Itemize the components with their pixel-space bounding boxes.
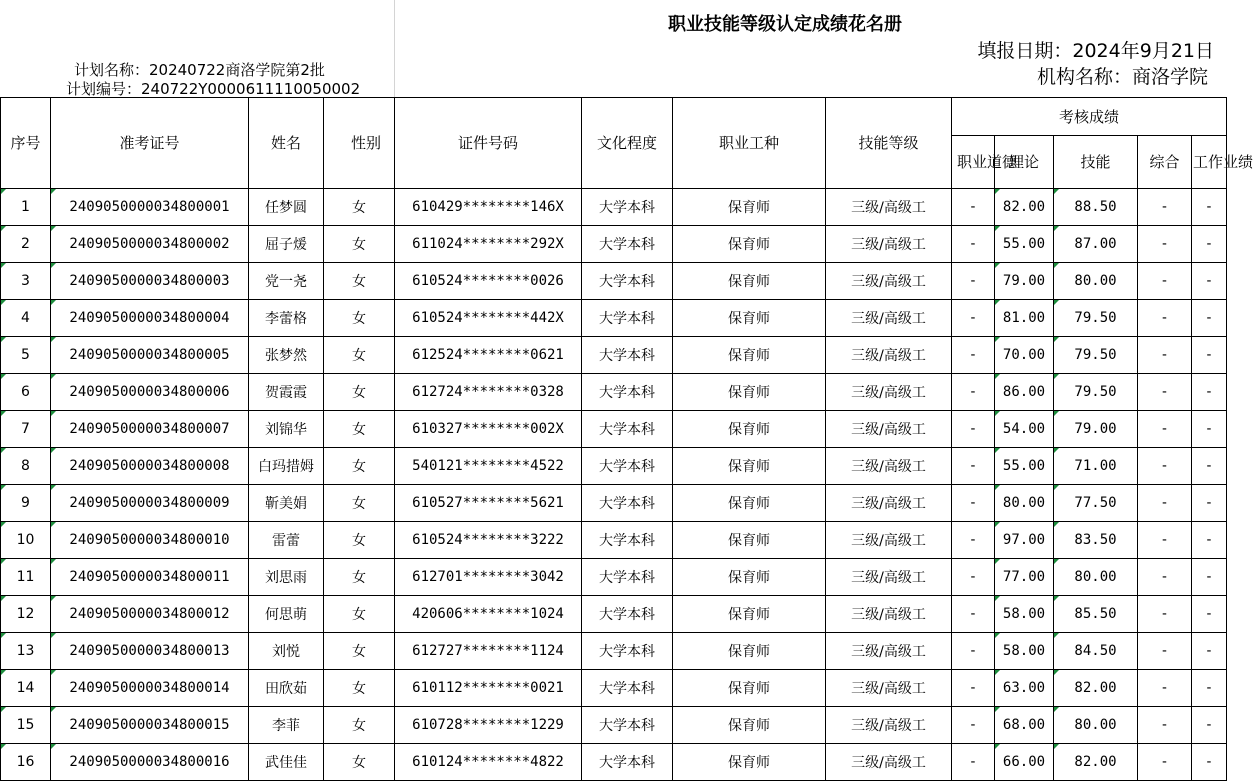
cell-level[interactable]: 三级/高级工 xyxy=(826,670,952,707)
cell-skill[interactable]: 80.00 xyxy=(1054,263,1138,300)
cell-occupation[interactable]: 保育师 xyxy=(673,411,826,448)
cell-id-no[interactable]: 610429********146X xyxy=(395,189,582,226)
cell-ticket[interactable]: 2409050000034800004 xyxy=(51,300,249,337)
cell-skill[interactable]: 82.00 xyxy=(1054,744,1138,781)
cell-education[interactable]: 大学本科 xyxy=(582,485,673,522)
cell-name[interactable]: 刘锦华 xyxy=(249,411,324,448)
cell-gender[interactable]: 女 xyxy=(324,337,395,374)
cell-seq[interactable]: 13 xyxy=(1,633,51,670)
cell-seq[interactable]: 7 xyxy=(1,411,51,448)
cell-id-no[interactable]: 610524********0026 xyxy=(395,263,582,300)
col-header-comprehensive[interactable]: 综合 xyxy=(1138,136,1192,189)
table-row xyxy=(1,596,1227,633)
cell-comprehensive[interactable]: - xyxy=(1138,485,1192,522)
cell-gender[interactable]: 女 xyxy=(324,485,395,522)
col-header-seq[interactable]: 序号 xyxy=(1,98,51,189)
cell-theory[interactable]: 68.00 xyxy=(995,707,1054,744)
cell-theory[interactable]: 66.00 xyxy=(995,744,1054,781)
cell-education[interactable]: 大学本科 xyxy=(582,448,673,485)
cell-comprehensive[interactable]: - xyxy=(1138,559,1192,596)
cell-skill[interactable]: 79.00 xyxy=(1054,411,1138,448)
cell-id-no[interactable]: 612727********1124 xyxy=(395,633,582,670)
cell-theory[interactable]: 70.00 xyxy=(995,337,1054,374)
cell-work-result[interactable]: - xyxy=(1192,707,1227,744)
cell-occupation[interactable]: 保育师 xyxy=(673,189,826,226)
cell-id-no[interactable]: 610124********4822 xyxy=(395,744,582,781)
cell-ethics[interactable]: - xyxy=(952,670,995,707)
cell-seq[interactable]: 4 xyxy=(1,300,51,337)
cell-ethics[interactable]: - xyxy=(952,596,995,633)
cell-id-no[interactable]: 610524********3222 xyxy=(395,522,582,559)
col-header-theory[interactable]: 理论 xyxy=(995,136,1054,189)
cell-work-result[interactable]: - xyxy=(1192,189,1227,226)
cell-name[interactable]: 屈子煖 xyxy=(249,226,324,263)
cell-ticket[interactable]: 2409050000034800005 xyxy=(51,337,249,374)
cell-id-no[interactable]: 610728********1229 xyxy=(395,707,582,744)
cell-ticket[interactable]: 2409050000034800010 xyxy=(51,522,249,559)
cell-name[interactable]: 李蕾格 xyxy=(249,300,324,337)
col-header-ethics-text: 职业道德 xyxy=(957,153,1018,171)
cell-ticket[interactable]: 2409050000034800015 xyxy=(51,707,249,744)
cell-name[interactable]: 刘思雨 xyxy=(249,559,324,596)
cell-level[interactable]: 三级/高级工 xyxy=(826,337,952,374)
cell-id-no[interactable]: 610112********0021 xyxy=(395,670,582,707)
cell-education[interactable]: 大学本科 xyxy=(582,374,673,411)
cell-education[interactable]: 大学本科 xyxy=(582,707,673,744)
table-row xyxy=(1,263,1227,300)
cell-ethics[interactable]: - xyxy=(952,337,995,374)
cell-seq[interactable]: 6 xyxy=(1,374,51,411)
cell-ethics[interactable]: - xyxy=(952,263,995,300)
cell-level[interactable]: 三级/高级工 xyxy=(826,189,952,226)
cell-level[interactable]: 三级/高级工 xyxy=(826,744,952,781)
cell-education[interactable]: 大学本科 xyxy=(582,300,673,337)
cell-ethics[interactable]: - xyxy=(952,707,995,744)
table-row xyxy=(1,337,1227,374)
cell-theory[interactable]: 82.00 xyxy=(995,189,1054,226)
cell-gender[interactable]: 女 xyxy=(324,670,395,707)
cell-ticket[interactable]: 2409050000034800002 xyxy=(51,226,249,263)
col-header-education[interactable]: 文化程度 xyxy=(582,98,673,189)
cell-education[interactable]: 大学本科 xyxy=(582,226,673,263)
cell-skill[interactable]: 77.50 xyxy=(1054,485,1138,522)
cell-occupation[interactable]: 保育师 xyxy=(673,633,826,670)
cell-gender[interactable]: 女 xyxy=(324,263,395,300)
organization-name[interactable]: 机构名称：商洛学院 xyxy=(1036,66,1208,88)
cell-comprehensive[interactable]: - xyxy=(1138,670,1192,707)
cell-id-no[interactable]: 610527********5621 xyxy=(395,485,582,522)
cell-seq[interactable]: 5 xyxy=(1,337,51,374)
cell-work-result[interactable]: - xyxy=(1192,226,1227,263)
cell-comprehensive[interactable]: - xyxy=(1138,374,1192,411)
cell-skill[interactable]: 82.00 xyxy=(1054,670,1138,707)
cell-seq[interactable]: 3 xyxy=(1,263,51,300)
col-header-score-group[interactable]: 考核成绩 xyxy=(952,98,1227,136)
cell-comprehensive[interactable]: - xyxy=(1138,411,1192,448)
cell-comprehensive[interactable]: - xyxy=(1138,522,1192,559)
cell-gender[interactable]: 女 xyxy=(324,522,395,559)
cell-name[interactable]: 贺霞霞 xyxy=(249,374,324,411)
table-row xyxy=(1,707,1227,744)
cell-level[interactable]: 三级/高级工 xyxy=(826,596,952,633)
cell-gender[interactable]: 女 xyxy=(324,744,395,781)
cell-name[interactable]: 刘悦 xyxy=(249,633,324,670)
cell-occupation[interactable]: 保育师 xyxy=(673,226,826,263)
cell-ethics[interactable]: - xyxy=(952,189,995,226)
cell-level[interactable]: 三级/高级工 xyxy=(826,522,952,559)
cell-seq[interactable]: 11 xyxy=(1,559,51,596)
table-row xyxy=(1,448,1227,485)
cell-skill[interactable]: 84.50 xyxy=(1054,633,1138,670)
cell-gender[interactable]: 女 xyxy=(324,596,395,633)
cell-seq[interactable]: 16 xyxy=(1,744,51,781)
cell-education[interactable]: 大学本科 xyxy=(582,670,673,707)
cell-education[interactable]: 大学本科 xyxy=(582,263,673,300)
cell-id-no[interactable]: 540121********4522 xyxy=(395,448,582,485)
cell-education[interactable]: 大学本科 xyxy=(582,633,673,670)
col-header-level[interactable]: 技能等级 xyxy=(826,98,952,189)
cell-education[interactable]: 大学本科 xyxy=(582,337,673,374)
cell-level[interactable]: 三级/高级工 xyxy=(826,448,952,485)
cell-skill[interactable]: 79.50 xyxy=(1054,337,1138,374)
cell-work-result[interactable]: - xyxy=(1192,263,1227,300)
cell-occupation[interactable]: 保育师 xyxy=(673,300,826,337)
col-header-ticket[interactable]: 准考证号 xyxy=(51,98,249,189)
table-row xyxy=(1,300,1227,337)
col-header-skill[interactable]: 技能 xyxy=(1054,136,1138,189)
cell-theory[interactable]: 97.00 xyxy=(995,522,1054,559)
cell-comprehensive[interactable]: - xyxy=(1138,189,1192,226)
cell-seq[interactable]: 12 xyxy=(1,596,51,633)
cell-education[interactable]: 大学本科 xyxy=(582,522,673,559)
cell-occupation[interactable]: 保育师 xyxy=(673,337,826,374)
table-row xyxy=(1,559,1227,596)
cell-comprehensive[interactable]: - xyxy=(1138,596,1192,633)
cell-work-result[interactable]: - xyxy=(1192,670,1227,707)
cell-theory[interactable]: 86.00 xyxy=(995,374,1054,411)
col-header-work-result[interactable] xyxy=(1192,136,1253,189)
cell-level[interactable]: 三级/高级工 xyxy=(826,559,952,596)
cell-level[interactable]: 三级/高级工 xyxy=(826,374,952,411)
cell-comprehensive[interactable]: - xyxy=(1138,226,1192,263)
cell-ethics[interactable]: - xyxy=(952,374,995,411)
cell-id-no[interactable]: 420606********1024 xyxy=(395,596,582,633)
cell-theory[interactable]: 54.00 xyxy=(995,411,1054,448)
cell-id-no[interactable]: 612724********0328 xyxy=(395,374,582,411)
table-row xyxy=(1,744,1227,781)
cell-comprehensive[interactable]: - xyxy=(1138,707,1192,744)
cell-theory[interactable]: 55.00 xyxy=(995,226,1054,263)
cell-comprehensive[interactable]: - xyxy=(1138,744,1192,781)
cell-education[interactable]: 大学本科 xyxy=(582,189,673,226)
cell-gender[interactable]: 女 xyxy=(324,374,395,411)
cell-education[interactable]: 大学本科 xyxy=(582,559,673,596)
cell-level[interactable]: 三级/高级工 xyxy=(826,411,952,448)
cell-theory[interactable]: 77.00 xyxy=(995,559,1054,596)
plan-code[interactable]: 计划编号：240722Y0000611110050002 xyxy=(66,80,361,98)
cell-work-result[interactable]: - xyxy=(1192,485,1227,522)
cell-skill[interactable]: 79.50 xyxy=(1054,374,1138,411)
cell-ethics[interactable]: - xyxy=(952,300,995,337)
cell-ticket[interactable]: 2409050000034800011 xyxy=(51,559,249,596)
cell-theory[interactable]: 58.00 xyxy=(995,633,1054,670)
cell-gender[interactable]: 女 xyxy=(324,633,395,670)
cell-theory[interactable]: 79.00 xyxy=(995,263,1054,300)
cell-seq[interactable]: 1 xyxy=(1,189,51,226)
cell-gender[interactable]: 女 xyxy=(324,300,395,337)
cell-id-no[interactable]: 610524********442X xyxy=(395,300,582,337)
cell-ticket[interactable]: 2409050000034800009 xyxy=(51,485,249,522)
cell-gender[interactable]: 女 xyxy=(324,189,395,226)
cell-ticket[interactable]: 2409050000034800008 xyxy=(51,448,249,485)
cell-skill[interactable]: 71.00 xyxy=(1054,448,1138,485)
cell-work-result[interactable]: - xyxy=(1192,522,1227,559)
cell-occupation[interactable]: 保育师 xyxy=(673,522,826,559)
cell-name[interactable]: 白玛措姆 xyxy=(249,448,324,485)
cell-work-result[interactable]: - xyxy=(1192,411,1227,448)
cell-skill[interactable]: 80.00 xyxy=(1054,707,1138,744)
cell-education[interactable]: 大学本科 xyxy=(582,411,673,448)
cell-level[interactable]: 三级/高级工 xyxy=(826,633,952,670)
cell-skill[interactable]: 88.50 xyxy=(1054,189,1138,226)
cell-name[interactable]: 雷蕾 xyxy=(249,522,324,559)
score-table-body xyxy=(1,189,1227,781)
cell-occupation[interactable]: 保育师 xyxy=(673,263,826,300)
cell-ethics[interactable]: - xyxy=(952,522,995,559)
col-header-work-result-text: 工作业绩 xyxy=(1193,153,1253,171)
plan-info-block xyxy=(0,0,394,97)
cell-occupation[interactable]: 保育师 xyxy=(673,670,826,707)
cell-occupation[interactable]: 保育师 xyxy=(673,707,826,744)
cell-education[interactable]: 大学本科 xyxy=(582,596,673,633)
table-row xyxy=(1,189,1227,226)
cell-skill[interactable]: 80.00 xyxy=(1054,559,1138,596)
cell-seq[interactable]: 14 xyxy=(1,670,51,707)
cell-gender[interactable]: 女 xyxy=(324,411,395,448)
cell-comprehensive[interactable]: - xyxy=(1138,633,1192,670)
cell-ethics[interactable]: - xyxy=(952,411,995,448)
cell-work-result[interactable]: - xyxy=(1192,374,1227,411)
cell-level[interactable]: 三级/高级工 xyxy=(826,263,952,300)
cell-comprehensive[interactable]: - xyxy=(1138,448,1192,485)
cell-seq[interactable]: 2 xyxy=(1,226,51,263)
cell-gender[interactable]: 女 xyxy=(324,707,395,744)
cell-work-result[interactable]: - xyxy=(1192,633,1227,670)
cell-id-no[interactable]: 612524********0621 xyxy=(395,337,582,374)
cell-education[interactable]: 大学本科 xyxy=(582,744,673,781)
table-row xyxy=(1,374,1227,411)
cell-ethics[interactable]: - xyxy=(952,226,995,263)
cell-skill[interactable]: 79.50 xyxy=(1054,300,1138,337)
cell-skill[interactable]: 85.50 xyxy=(1054,596,1138,633)
col-header-gender[interactable] xyxy=(324,98,395,189)
col-header-gender-text: 性别 xyxy=(351,134,382,152)
cell-id-no[interactable]: 612701********3042 xyxy=(395,559,582,596)
cell-id-no[interactable]: 610327********002X xyxy=(395,411,582,448)
cell-ticket[interactable]: 2409050000034800013 xyxy=(51,633,249,670)
cell-name[interactable]: 张梦然 xyxy=(249,337,324,374)
cell-level[interactable]: 三级/高级工 xyxy=(826,300,952,337)
cell-name[interactable]: 田欣茹 xyxy=(249,670,324,707)
table-row xyxy=(1,485,1227,522)
header-row-top xyxy=(1,98,1227,136)
cell-ticket[interactable]: 2409050000034800014 xyxy=(51,670,249,707)
table-row xyxy=(1,226,1227,263)
cell-ticket[interactable]: 2409050000034800016 xyxy=(51,744,249,781)
cell-ethics[interactable]: - xyxy=(952,448,995,485)
cell-comprehensive[interactable]: - xyxy=(1138,263,1192,300)
cell-gender[interactable]: 女 xyxy=(324,559,395,596)
cell-occupation[interactable]: 保育师 xyxy=(673,485,826,522)
cell-ethics[interactable]: - xyxy=(952,633,995,670)
cell-occupation[interactable]: 保育师 xyxy=(673,559,826,596)
score-table xyxy=(0,97,1253,781)
cell-ticket[interactable]: 2409050000034800003 xyxy=(51,263,249,300)
header-divider xyxy=(394,0,395,97)
cell-theory[interactable]: 63.00 xyxy=(995,670,1054,707)
cell-name[interactable]: 任梦圆 xyxy=(249,189,324,226)
cell-ethics[interactable]: - xyxy=(952,744,995,781)
col-header-id-no[interactable]: 证件号码 xyxy=(395,98,582,189)
cell-gender[interactable]: 女 xyxy=(324,226,395,263)
cell-name[interactable]: 靳美娟 xyxy=(249,485,324,522)
cell-gender[interactable]: 女 xyxy=(324,448,395,485)
cell-occupation[interactable]: 保育师 xyxy=(673,374,826,411)
table-row xyxy=(1,670,1227,707)
cell-comprehensive[interactable]: - xyxy=(1138,300,1192,337)
cell-skill[interactable]: 87.00 xyxy=(1054,226,1138,263)
col-header-name[interactable]: 姓名 xyxy=(249,98,324,189)
table-row xyxy=(1,522,1227,559)
cell-theory[interactable]: 80.00 xyxy=(995,485,1054,522)
cell-work-result[interactable]: - xyxy=(1192,300,1227,337)
cell-work-result[interactable]: - xyxy=(1192,744,1227,781)
cell-name[interactable]: 李菲 xyxy=(249,707,324,744)
col-header-occupation[interactable]: 职业工种 xyxy=(673,98,826,189)
fill-date[interactable]: 填报日期：2024年9月21日 xyxy=(977,40,1214,62)
cell-id-no[interactable]: 611024********292X xyxy=(395,226,582,263)
cell-work-result[interactable]: - xyxy=(1192,337,1227,374)
cell-theory[interactable]: 58.00 xyxy=(995,596,1054,633)
cell-ticket[interactable]: 2409050000034800012 xyxy=(51,596,249,633)
cell-theory[interactable]: 81.00 xyxy=(995,300,1054,337)
cell-ticket[interactable]: 2409050000034800007 xyxy=(51,411,249,448)
cell-skill[interactable]: 83.50 xyxy=(1054,522,1138,559)
cell-theory[interactable]: 55.00 xyxy=(995,448,1054,485)
cell-level[interactable]: 三级/高级工 xyxy=(826,485,952,522)
cell-work-result[interactable]: - xyxy=(1192,596,1227,633)
cell-seq[interactable]: 10 xyxy=(1,522,51,559)
cell-occupation[interactable]: 保育师 xyxy=(673,596,826,633)
cell-ticket[interactable]: 2409050000034800006 xyxy=(51,374,249,411)
document-title[interactable]: 职业技能等级认定成绩花名册 xyxy=(668,14,902,35)
cell-ethics[interactable]: - xyxy=(952,559,995,596)
cell-comprehensive[interactable]: - xyxy=(1138,337,1192,374)
cell-seq[interactable]: 8 xyxy=(1,448,51,485)
cell-name[interactable]: 党一尧 xyxy=(249,263,324,300)
table-row xyxy=(1,411,1227,448)
cell-occupation[interactable]: 保育师 xyxy=(673,448,826,485)
table-row xyxy=(1,633,1227,670)
cell-name[interactable]: 何思萌 xyxy=(249,596,324,633)
cell-work-result[interactable]: - xyxy=(1192,559,1227,596)
cell-ethics[interactable]: - xyxy=(952,485,995,522)
cell-seq[interactable]: 15 xyxy=(1,707,51,744)
col-header-ethics[interactable] xyxy=(952,136,1018,189)
cell-work-result[interactable]: - xyxy=(1192,448,1227,485)
cell-level[interactable]: 三级/高级工 xyxy=(826,226,952,263)
cell-level[interactable]: 三级/高级工 xyxy=(826,707,952,744)
cell-occupation[interactable]: 保育师 xyxy=(673,744,826,781)
cell-ticket[interactable]: 2409050000034800001 xyxy=(51,189,249,226)
cell-seq[interactable]: 9 xyxy=(1,485,51,522)
plan-name[interactable]: 计划名称：20240722商洛学院第2批 xyxy=(74,61,325,79)
cell-name[interactable]: 武佳佳 xyxy=(249,744,324,781)
